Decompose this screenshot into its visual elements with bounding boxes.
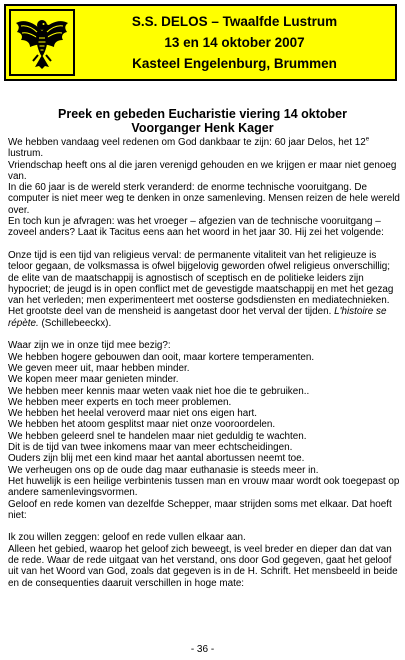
list-item: We hebben het heelal veroverd maar niet ons eigen hart. [8, 408, 258, 420]
intro-text-end: lustrum. [8, 148, 44, 160]
paragraph-faith-reason: Ik zou willen zeggen: geloof en rede vullen elkaar aan. [8, 532, 246, 544]
header-line-2: 13 en 14 oktober 2007 [164, 35, 305, 50]
list-item: We hebben meer kennis maar weten vaak niet hoe die te gebruiken.. [8, 385, 310, 397]
list-item: We verheugen ons op de oude dag maar euthanasie is steeds meer in. [8, 464, 319, 476]
intro-text: We hebben vandaag veel redenen om God dankbaar te zijn: 60 jaar Delos, het 12 [8, 137, 366, 148]
paragraph-world-changed: In die 60 jaar is de wereld sterk veranderd: de enorme technische vooruitgang. De computer is niet meer weg te denken in onze samenleving. Mensen reizen de hele wereld over. [8, 182, 400, 216]
list-item: We geven meer uit, maar hebben minder. [8, 362, 190, 374]
eagle-crest-icon [9, 9, 75, 76]
quote-text: Onze tijd is een tijd van religieus verval: de permanente vitaliteit van het religieuze is teloor gegaan, de volksmassa is ofwel bijgelovig geworden ofwel religieus onverschillig; de elite van de maatschappij is agnostisch of sceptisch en de politieke leiders zijn hypocriet; de jeugd is in open conflict met de gevestigde maatschappij en met het gezag van het verleden; men experimenteert met oosterse godsdiensten en mediatechnieken. Het grootste deel van de mensheid is aangetast door het verval der tijden. [8, 249, 394, 318]
paragraph-friendship: Vriendschap heeft ons al die jaren verenigd gehouden en we krijgen er maar niet genoeg van. [8, 159, 397, 182]
paragraph-tacitus: En toch kun je afvragen: was het vroeger – afgezien van de technische vooruitgang – zoveel anders? Laat ik Tacitus eens aan het woord in het jaar 30. Hij zei het volgende: [8, 216, 384, 239]
title-line-1: Preek en gebeden Eucharistie viering 14 oktober [58, 107, 347, 121]
list-item: Het huwelijk is een heilige verbintenis tussen man en vrouw maar wordt ook toegepast op andere samenlevingsvormen. [8, 475, 400, 499]
list-intro: Waar zijn we in onze tijd mee bezig?: [8, 340, 171, 352]
page-title [0, 107, 405, 135]
list-item: We hebben hogere gebouwen dan ooit, maar kortere temperamenten. [8, 351, 315, 363]
paragraph-closing: Alleen het gebied, waarop het geloof zich beweegt, is veel breder en dieper dan dat van de rede. Waar de rede uitgaat van het verstand, ons door God gegeven, gaat het geloof uit van het Woord van God, zoals dat gegeven is in de H. Schrift. Het mensbeeld in beide en de consequenties daaruit verschillen in hoge mate: [8, 543, 398, 589]
list-item: Geloof en rede komen van dezelfde Schepper, maar strijden soms met elkaar. Dat hoeft niet: [8, 498, 392, 521]
header-line-1: S.S. DELOS – Twaalfde Lustrum [131, 14, 338, 29]
quote-source: (Schillebeeckx). [38, 317, 112, 329]
page-number: - 36 - [190, 644, 215, 655]
list-item: Dit is de tijd van twee inkomens maar van meer echtscheidingen. [8, 442, 293, 454]
list-item: We hebben het atoom gesplitst maar niet onze vooroordelen. [8, 419, 276, 431]
header-banner [4, 4, 397, 81]
header-line-3: Kasteel Engelenburg, Brummen [132, 56, 337, 71]
paragraph-intro [8, 137, 400, 160]
list-item: We kopen meer maar genieten minder. [8, 374, 179, 386]
quote-italic: L'histoire se répète. [8, 306, 387, 329]
document-body [8, 137, 400, 589]
ordinal-suffix: e [365, 136, 370, 143]
list-item: We hebben meer experts en toch meer problemen. [8, 396, 232, 408]
list-item: We hebben geleerd snel te handelen maar niet geduldig te wachten. [8, 430, 307, 442]
paragraph-quote [8, 250, 400, 329]
title-line-2: Voorganger Henk Kager [131, 121, 274, 135]
list-item: Ouders zijn blij met een kind maar het aantal abortussen neemt toe. [8, 453, 305, 465]
header-text [76, 11, 393, 74]
